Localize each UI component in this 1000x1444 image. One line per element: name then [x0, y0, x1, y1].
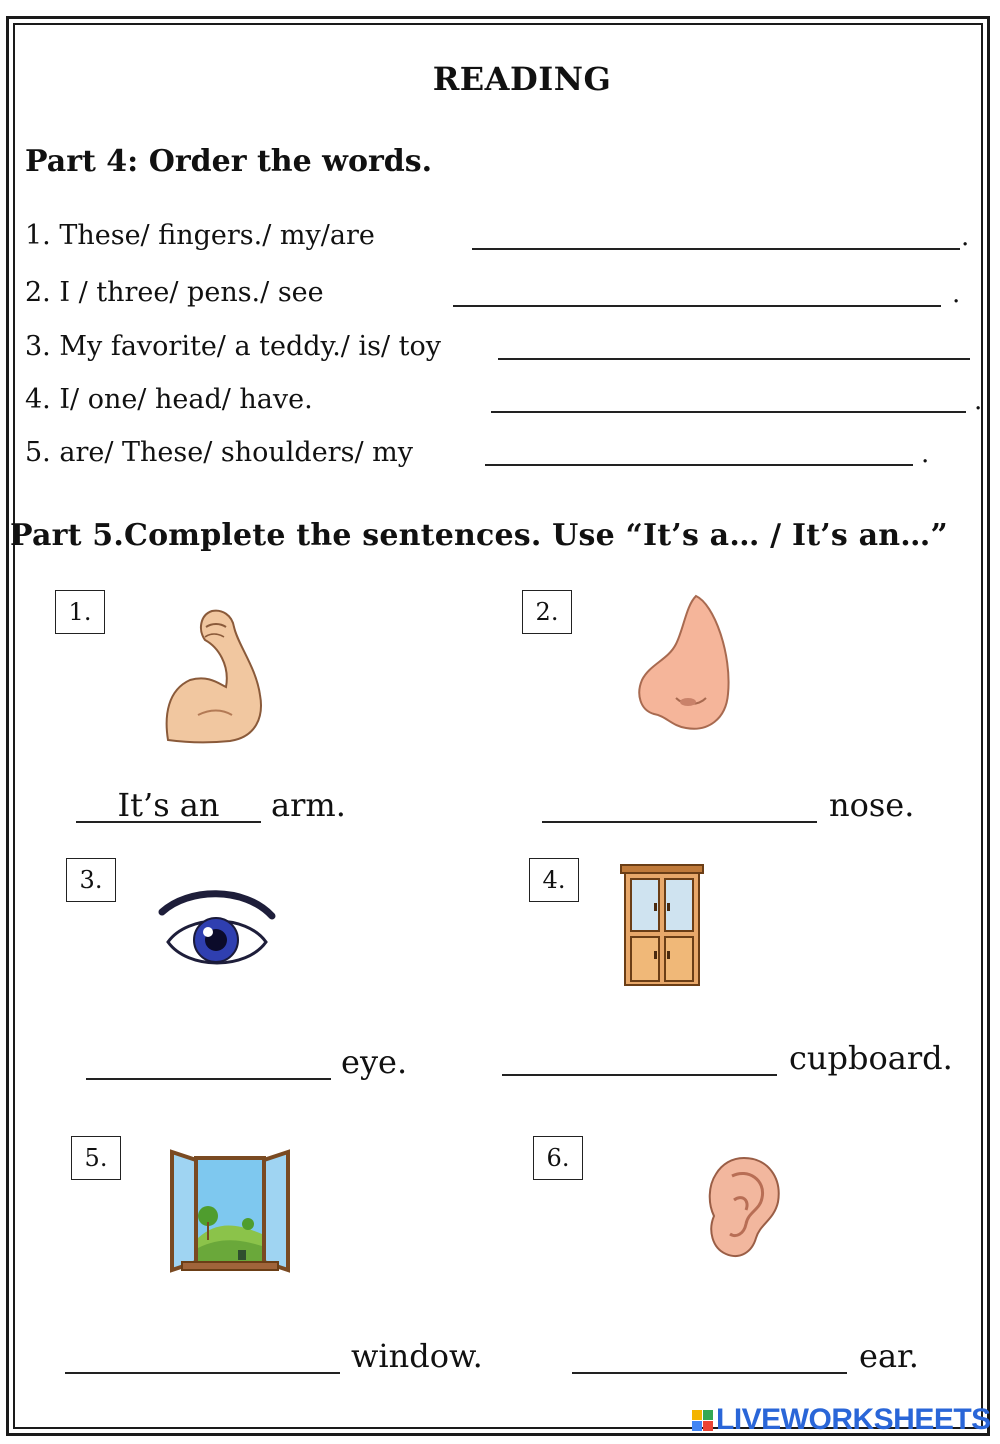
- arm-icon: [160, 605, 270, 745]
- window-icon: [168, 1150, 292, 1276]
- part4-item-2-text: 2. I / three/ pens./ see: [25, 277, 324, 308]
- part4-item-3-text: 3. My favorite/ a teddy./ is/ toy: [25, 331, 442, 362]
- part5-item-5-word: window.: [351, 1337, 483, 1375]
- part5-item-4-number: 4.: [529, 858, 579, 902]
- part5-item-1-word: arm.: [271, 786, 346, 824]
- part5-item-2-number: 2.: [522, 590, 572, 634]
- part5-heading: Part 5.Complete the sentences. Use “It’s a… / It’s an…”: [10, 518, 948, 553]
- part5-item-4-word: cupboard.: [789, 1039, 953, 1077]
- part5-item-3-answer-line[interactable]: [86, 1078, 331, 1080]
- part4-item-1-answer-line[interactable]: [472, 248, 960, 250]
- part4-item-4-text: 4. I/ one/ head/ have.: [25, 384, 313, 415]
- part4-item-1-end: .: [961, 222, 970, 252]
- part5-item-3-number: 3.: [66, 858, 116, 902]
- part5-item-5-number: 5.: [71, 1136, 121, 1180]
- page-title: READING: [432, 60, 612, 98]
- logo-mark-icon: [692, 1410, 713, 1431]
- part4-item-5-end: .: [921, 439, 930, 469]
- part4-item-1-text: 1. These/ fingers./ my/are: [25, 220, 375, 251]
- part4-item-3-answer-line[interactable]: [498, 358, 970, 360]
- part5-item-1-number: 1.: [55, 590, 105, 634]
- cupboard-icon: [619, 863, 705, 991]
- eye-icon: [158, 886, 276, 970]
- part4-item-2-end: .: [952, 279, 961, 309]
- part5-item-1-answer[interactable]: It’s an: [117, 786, 220, 824]
- logo-text: LIVEWORKSHEETS: [716, 1403, 991, 1436]
- part5-item-6-answer-line[interactable]: [572, 1372, 847, 1374]
- part4-item-5-answer-line[interactable]: [485, 464, 913, 466]
- part4-item-5-text: 5. are/ These/ shoulders/ my: [25, 437, 413, 468]
- part5-item-4-answer-line[interactable]: [502, 1074, 777, 1076]
- part5-item-6-word: ear.: [859, 1337, 919, 1375]
- liveworksheets-logo[interactable]: [692, 1403, 991, 1437]
- part4-item-4-answer-line[interactable]: [491, 411, 966, 413]
- part5-item-6-number: 6.: [533, 1136, 583, 1180]
- ear-icon: [704, 1156, 782, 1260]
- part4-item-4-end: .: [974, 386, 983, 416]
- part4-item-2-answer-line[interactable]: [453, 305, 941, 307]
- part5-item-3-word: eye.: [341, 1043, 408, 1081]
- part5-item-2-word: nose.: [829, 786, 915, 824]
- part5-item-2-answer-line[interactable]: [542, 821, 817, 823]
- part4-heading: Part 4: Order the words.: [25, 144, 433, 179]
- part5-item-5-answer-line[interactable]: [65, 1372, 340, 1374]
- nose-icon: [636, 594, 734, 734]
